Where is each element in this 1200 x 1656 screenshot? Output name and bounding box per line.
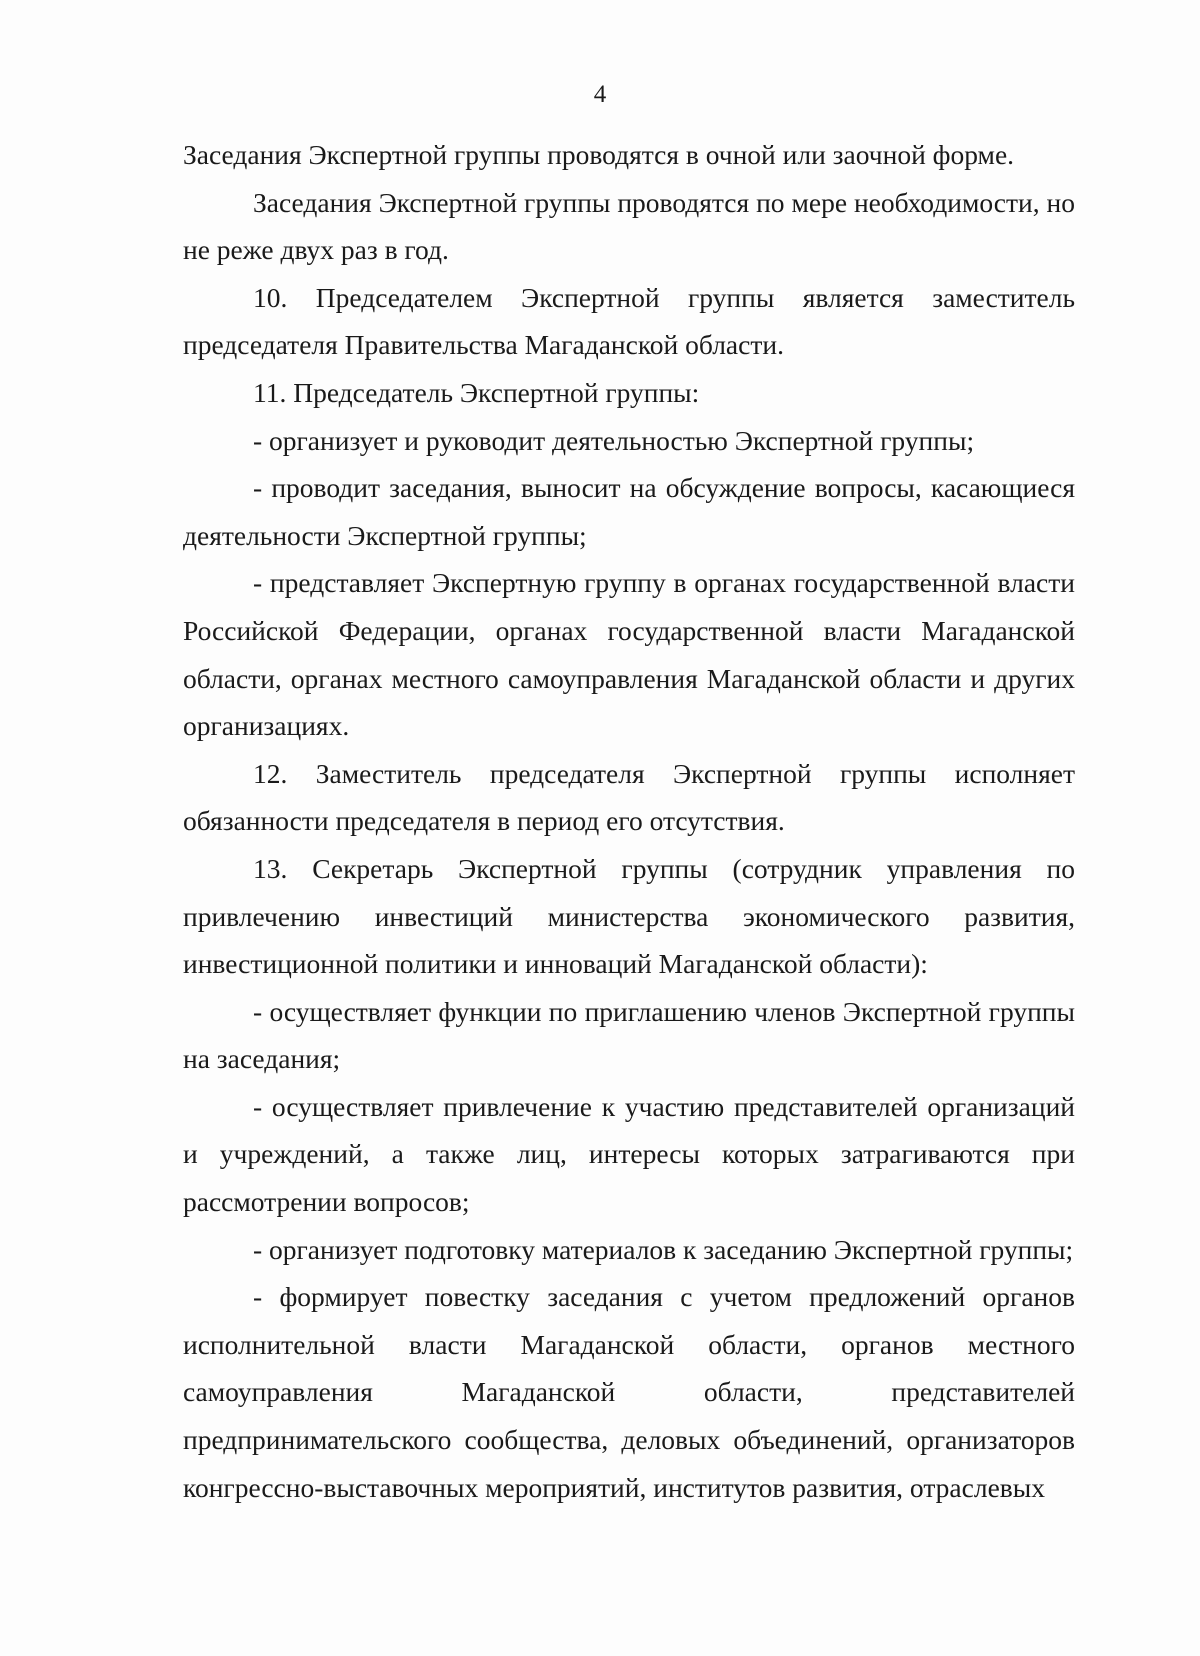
paragraph-item-12: 12. Заместитель председателя Экспертной группы исполняет обязанности председателя в период его отсутствия. (183, 757, 1075, 837)
paragraph-secretary-duty-agenda: - формирует повестку заседания с учетом предложений органов исполнительной власти Магаданской области, органов местного самоуправления Магаданской области, представителей предпринимательского сообщества, деловых объединений, организаторов конгрессно-выставочных мероприятий, институтов развития, отраслевых (183, 1281, 1075, 1503)
paragraph-chair-duty-conducts: - проводит заседания, выносит на обсуждение вопросы, касающиеся деятельности Экспертной группы; (183, 472, 1075, 551)
paragraph-meetings-frequency: Заседания Экспертной группы проводятся по мере необходимости, но не реже двух раз в год. (183, 186, 1075, 266)
paragraph-item-13: 13. Секретарь Экспертной группы (сотрудник управления по привлечению инвестиций министерства экономического развития, инвестиционной политики и инноваций Магаданской области): (183, 852, 1075, 980)
paragraph-chair-duty-organizes: - организует и руководит деятельностью Экспертной группы; (253, 424, 975, 456)
paragraph-chair-duty-represents: - представляет Экспертную группу в органах государственной власти Российской Федерации, органах государственной власти Магаданской области, органах местного самоуправления Магаданской области и других организациях. (183, 567, 1075, 742)
paragraph-item-11: 11. Председатель Экспертной группы: (253, 376, 700, 408)
paragraph-meetings-form: Заседания Экспертной группы проводятся в очной или заочной форме. (183, 139, 1015, 170)
page-number: 4 (593, 81, 607, 108)
paragraph-secretary-duty-involves: - осуществляет привлечение к участию представителей организаций и учреждений, а также лиц, интересы которых затрагиваются при рассмотрении вопросов; (183, 1090, 1075, 1218)
paragraph-secretary-duty-prepares: - организует подготовку материалов к заседанию Экспертной группы; (253, 1233, 1074, 1265)
document-body (183, 131, 1075, 1511)
paragraph-secretary-duty-invites: - осуществляет функции по приглашению членов Экспертной группы на заседания; (183, 995, 1075, 1075)
paragraph-item-10: 10. Председателем Экспертной группы является заместитель председателя Правительства Магаданской области. (183, 281, 1075, 361)
